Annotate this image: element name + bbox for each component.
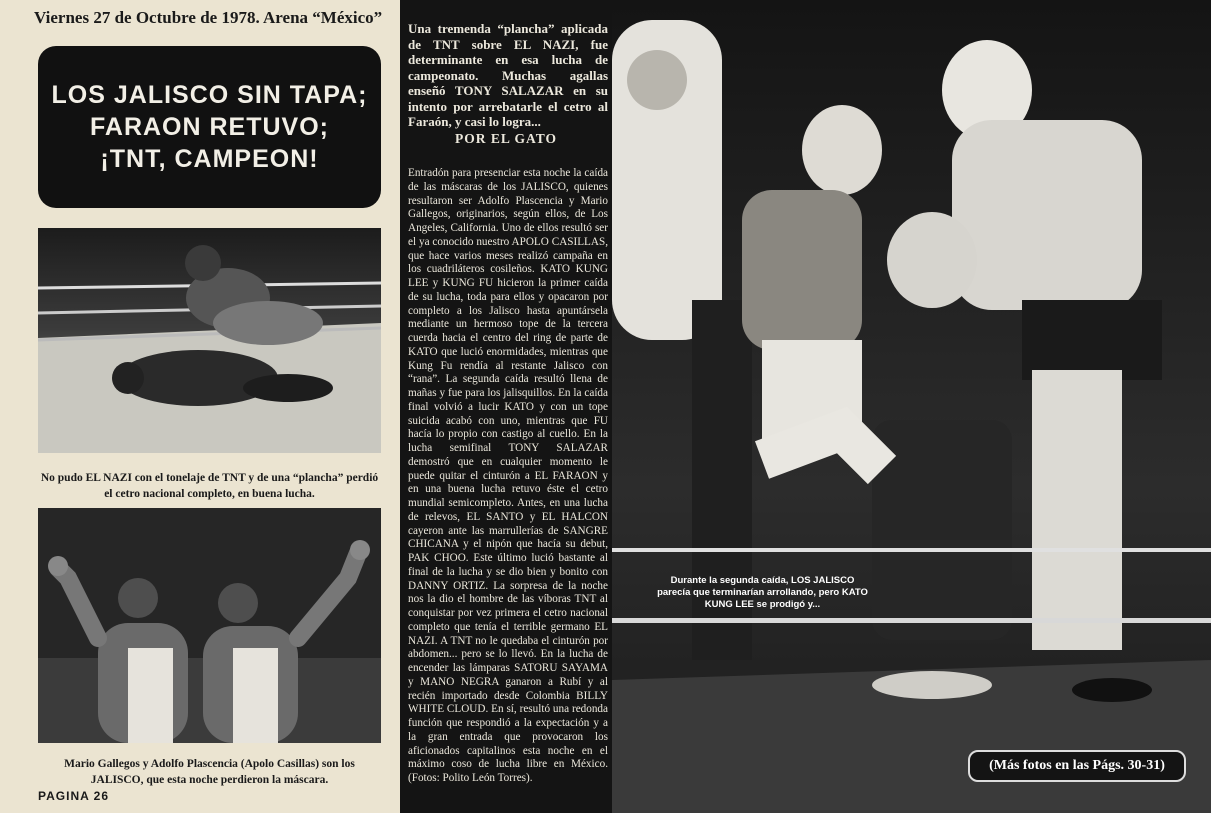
headline-line-2: FARAON RETUVO; <box>90 113 329 141</box>
photo-caption-1: No pudo EL NAZI con el tonelaje de TNT y de una “plancha” perdió el cetro nacional completo, en buena lucha. <box>40 472 379 500</box>
page-number: PAGINA 26 <box>38 789 110 803</box>
dateline: Viernes 27 de Octubre de 1978. Arena “México” <box>34 8 383 27</box>
headline-box <box>38 46 381 208</box>
headline-line-3: ¡TNT, CAMPEON! <box>100 145 319 173</box>
article-body: Entradón para presenciar esta noche la caída de las máscaras de los JALISCO, quienes resultaron ser Adolfo Plascencia y Mario Gallegos, originarios, según ellos, de Los Angeles, California. Uno de ellos resultó ser el ya conocido nuestro APOLO CASILLAS, que hace varios meses realizó campaña en los cuadriláteros cosileños. KATO KUNG LEE y KUNG FU hicieron la primer caída de su lucha, toda para ellos y opacaron por completo a los Jalisco hasta apuntársela mediante un hermoso tope de la tercera cuerda hacia el centro del ring de parte de KATO que lució enormidades, mientras que Kung Fu rendía al restante Jalisco con “rana”. La segunda caída resultó llena de mañas y fue para los jalisquillos. En la caída final volvió a lucir KATO y con un tope suicida acabó con uno, mientras que FU hacía lo propio con castigo al cuello. En la lucha semifinal TONY SALAZAR demostró que en cualquier momento le puede quitar el cinturón a EL FARAON y en una buena lucha retuvo éste el cetro mundial semicompleto. Antes, en una lucha de relevos, EL SANTO y EL HALCON cayeron ante las marrullerías de SANGRE CHICANA y el nipón que hacía su debut, PAK CHOO. Este último lució bastante al final de la lucha y se dio bien y bonito con DANNY ORTIZ. La sorpresa de la noche nos la dio el hombre de las víboras TNT al conquistar por vez primera el cetro nacional completo que tenía el terrible germano EL NAZI. A TNT no le quedaba el cinturón por abdomen... pero se lo llevó. En la lucha de encender las lámparas SATORU SAYAMA y MANO NEGRA ganaron a Rubí y al recién importado desde Colombia BILLY WHITE CLOUD. En sí, resultó una redonda función que respondió a la expectación y a la gran entrada que provocaron los aficionados capitalinos esta noche en el máximo coso de lucha libre en México. (Fotos: Polito León Torres). <box>408 167 608 785</box>
action-photo-caption: Durante la segunda caída, LOS JALISCO parecía que terminarían arrollando, pero KATO KUNG LEE se prodigó y... <box>657 575 868 610</box>
headline-line-1: LOS JALISCO SIN TAPA; <box>51 81 368 109</box>
jalisco-wrestlers-photo <box>38 508 381 743</box>
wrestling-photo-plancha <box>38 228 381 453</box>
article-lead: Una tremenda “plancha” aplicada de TNT sobre EL NAZI, fue determinante en esa lucha de campeonato. Muchas agallas enseñó TONY SALAZAR en su intento por arrebatarle el cetro al Faraón, y casi lo logra... <box>408 21 608 129</box>
article-byline: POR EL GATO <box>454 131 558 146</box>
photo-caption-2: Mario Gallegos y Adolfo Plascencia (Apolo Casillas) son los JALISCO, que esta noche perdieron la máscara. <box>64 758 355 786</box>
more-photos-box: (Más fotos en las Págs. 30-31) <box>968 750 1186 782</box>
wrestling-action-photo <box>612 0 1211 813</box>
